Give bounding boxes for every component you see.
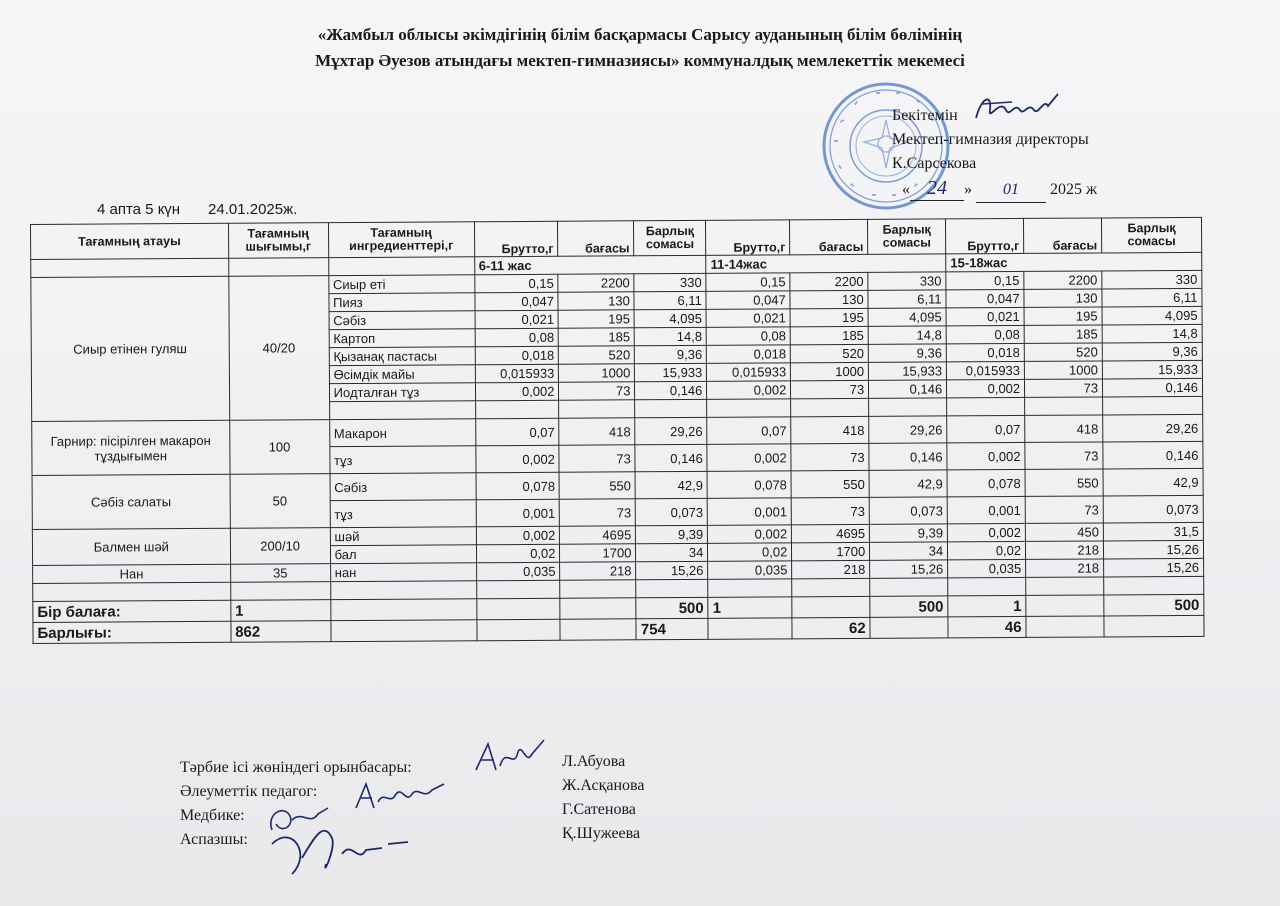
approval-date — [902, 176, 1097, 203]
ingredient-value — [1103, 396, 1203, 415]
ingredient-value: 0,078 — [707, 471, 791, 499]
ingredient-value: 15,933 — [869, 362, 947, 380]
ingredient-name: Макарон — [329, 419, 475, 447]
ingredient-value: 9,39 — [870, 524, 948, 542]
ingredient-name: Иодталған тұз — [329, 383, 475, 402]
col-gross-2: Брутто,г — [706, 220, 790, 256]
role-nurse: Медбике: — [180, 807, 245, 824]
ingredient-value: 73 — [559, 382, 635, 400]
col-sum-2: Барлық сомасы — [868, 219, 946, 254]
col-price-3: бағасы — [1024, 218, 1102, 253]
ingredient-value: 73 — [1025, 496, 1103, 523]
ingredient-value: 9,36 — [635, 345, 707, 363]
ingredient-value: 0,001 — [476, 499, 560, 527]
ingredient-value: 4695 — [560, 526, 636, 544]
ingredient-value: 218 — [792, 560, 870, 578]
header-line-2: Мұхтар Әуезов атындағы мектеп-гимназиясы» коммуналдық мемлекеттік мекемесі — [315, 51, 965, 70]
ingredient-value: 14,8 — [635, 327, 707, 345]
approval-label: Бекітемін — [892, 107, 958, 124]
ingredient-value: 4,095 — [1102, 306, 1202, 325]
name-social-pedagogue: Ж.Асқанова — [562, 777, 645, 794]
dish-yield: 50 — [230, 474, 330, 529]
dish-yield: 200/10 — [230, 528, 330, 565]
ingredient-value — [869, 398, 947, 416]
role-cook: Аспазшы: — [180, 831, 248, 848]
dish-name: Балмен шәй — [32, 528, 230, 565]
ingredient-value: 195 — [558, 310, 634, 328]
ingredient-value: 0,047 — [474, 292, 558, 311]
per-child-count-1: 1 — [230, 600, 330, 622]
ingredient-value: 418 — [1025, 415, 1103, 442]
dish-name: Сәбіз салаты — [32, 474, 230, 529]
dish-yield: 35 — [230, 564, 330, 583]
menu-date: 24.01.2025ж. — [208, 201, 298, 218]
ingredient-value: 73 — [791, 443, 869, 470]
ingredient-value: 0,015933 — [947, 361, 1025, 379]
ingredient-value: 29,26 — [1103, 414, 1203, 442]
col-sum-1: Барлық сомасы — [634, 220, 706, 255]
ingredient-value: 15,26 — [1104, 558, 1204, 577]
ingredient-name: Сәбіз — [329, 311, 475, 330]
ingredient-value: 2200 — [1024, 271, 1102, 289]
total-count-3: 46 — [948, 616, 1026, 637]
ingredient-value — [947, 397, 1025, 415]
name-nurse: Г.Сатенова — [562, 801, 636, 818]
approval-block — [892, 104, 1097, 203]
ingredient-value: 0,021 — [475, 310, 559, 329]
ingredient-value: 0,047 — [706, 291, 790, 310]
cook-signature-icon — [262, 814, 412, 884]
age-group-3: 15-18жас — [946, 252, 1202, 272]
ingredient-value: 0,07 — [947, 415, 1025, 442]
ingredient-value: 73 — [559, 445, 635, 472]
ingredient-value: 130 — [1024, 289, 1102, 307]
date-close-quote: » — [964, 181, 972, 198]
col-dish: Тағамның атауы — [31, 223, 229, 259]
date-year: 2025 ж — [1050, 181, 1098, 198]
ingredient-name: Қызанақ пастасы — [329, 347, 475, 366]
ingredient-value: 0,021 — [946, 307, 1024, 325]
ingredient-value: 330 — [868, 272, 946, 290]
date-open-quote: « — [902, 181, 910, 198]
ingredient-value: 9,39 — [636, 525, 708, 543]
ingredient-value: 185 — [790, 326, 868, 344]
document-header — [240, 22, 1040, 74]
ingredient-value: 0,001 — [947, 496, 1025, 523]
deputy-signature-icon — [470, 736, 550, 778]
per-child-label: Бір балаға: — [33, 600, 231, 622]
ingredient-value: 520 — [791, 344, 869, 362]
ingredient-value: 0,018 — [707, 345, 791, 364]
ingredient-value: 0,15 — [946, 271, 1024, 289]
ingredient-name: Өсімдік майы — [329, 365, 475, 384]
ingredient-value: 1700 — [792, 542, 870, 560]
ingredient-value: 0,047 — [946, 289, 1024, 307]
col-gross-3: Брутто,г — [946, 218, 1024, 253]
ingredient-value: 418 — [559, 418, 635, 445]
role-deputy: Тәрбие ісі жөніндегі орынбасары: — [180, 759, 412, 776]
menu-table — [30, 217, 1205, 644]
ingredient-name: бал — [330, 545, 476, 564]
ingredient-value: 15,26 — [870, 560, 948, 578]
ingredient-value: 0,073 — [869, 497, 947, 524]
total-label: Барлығы: — [33, 621, 231, 643]
approval-name: К.Сарсекова — [892, 155, 977, 172]
ingredient-name — [329, 401, 475, 420]
ingredient-value: 0,002 — [707, 444, 791, 472]
ingredient-value: 42,9 — [1103, 468, 1203, 496]
ingredient-value: 0,07 — [707, 417, 791, 445]
ingredient-value: 195 — [1024, 307, 1102, 325]
ingredient-value: 0,02 — [948, 541, 1026, 559]
ingredient-value: 1700 — [560, 544, 636, 562]
dish-name: Гарнир: пісірілген макарон тұздығымен — [32, 420, 230, 475]
ingredient-value: 0,035 — [708, 561, 792, 580]
age-group-2: 11-14жас — [706, 254, 946, 273]
per-child-sum-2: 500 — [870, 596, 948, 617]
ingredient-value: 0,015933 — [475, 364, 559, 383]
per-child-count-2: 1 — [708, 597, 792, 619]
ingredient-value: 0,146 — [1102, 378, 1202, 397]
header-line-1: «Жамбыл облысы әкімдігінің білім басқармасы Сарысу ауданының білім бөлімінің — [317, 25, 963, 44]
ingredient-value: 218 — [1026, 559, 1104, 577]
ingredient-value — [475, 400, 559, 419]
ingredient-value: 0,146 — [635, 444, 707, 471]
ingredient-value — [707, 399, 791, 418]
ingredient-value: 0,018 — [946, 343, 1024, 361]
ingredient-value: 42,9 — [635, 471, 707, 498]
pedagogue-signature-icon — [352, 778, 448, 814]
ingredient-value: 0,035 — [948, 559, 1026, 577]
per-child-sum-1: 500 — [636, 597, 708, 618]
ingredient-value: 330 — [634, 273, 706, 291]
ingredient-value: 73 — [1025, 379, 1103, 397]
ingredient-value: 73 — [791, 380, 869, 398]
ingredient-value: 450 — [1025, 523, 1103, 541]
total-count-1: 862 — [231, 621, 331, 643]
ingredient-value: 0,146 — [635, 381, 707, 399]
approval-position: Мектеп-гимназия директоры — [892, 131, 1089, 148]
dish-name: Нан — [33, 564, 231, 583]
week-day: 4 апта 5 күн — [97, 201, 181, 218]
ingredient-value: 4,095 — [634, 309, 706, 327]
ingredient-value — [559, 400, 635, 418]
name-deputy: Л.Абуова — [562, 753, 626, 770]
col-gross-1: Брутто,г — [474, 221, 558, 257]
ingredient-value: 0,08 — [946, 325, 1024, 343]
ingredient-value: 29,26 — [635, 417, 707, 444]
ingredient-value: 0,073 — [1103, 495, 1203, 523]
ingredient-value: 34 — [636, 543, 708, 561]
menu-body — [31, 270, 1204, 583]
ingredient-value: 0,002 — [707, 381, 791, 400]
ingredient-value: 0,018 — [475, 346, 559, 365]
ingredient-value: 0,15 — [706, 273, 790, 292]
ingredient-value: 0,002 — [947, 442, 1025, 469]
ingredient-value: 29,26 — [869, 416, 947, 443]
ingredient-value — [1025, 397, 1103, 415]
col-price-2: бағасы — [790, 219, 868, 254]
ingredient-value: 34 — [870, 542, 948, 560]
ingredient-value — [635, 399, 707, 417]
ingredient-value: 550 — [791, 470, 869, 497]
ingredient-value: 1000 — [1024, 361, 1102, 379]
ingredient-value: 0,002 — [476, 526, 560, 545]
ingredient-value: 0,021 — [706, 309, 790, 328]
role-social-pedagogue: Әлеуметтік педагог: — [180, 783, 318, 800]
ingredient-name: Сәбіз — [330, 473, 476, 501]
ingredient-value: 6,11 — [1102, 288, 1202, 307]
ingredient-value: 14,8 — [868, 326, 946, 344]
dateline — [97, 201, 297, 218]
ingredient-value: 15,26 — [636, 561, 708, 579]
ingredient-name: тұз — [329, 446, 475, 474]
ingredient-value: 73 — [791, 497, 869, 524]
signature-names — [562, 750, 644, 846]
ingredient-value: 0,073 — [636, 498, 708, 525]
ingredient-value: 9,36 — [868, 344, 946, 362]
date-month: 01 — [976, 178, 1046, 203]
ingredient-value: 31,5 — [1103, 522, 1203, 541]
ingredient-value: 130 — [558, 292, 634, 310]
ingredient-name: нан — [330, 563, 476, 582]
ingredient-name: тұз — [330, 500, 476, 528]
ingredient-value: 0,02 — [476, 544, 560, 563]
ingredient-value: 0,146 — [869, 380, 947, 398]
ingredient-value: 0,146 — [869, 443, 947, 470]
ingredient-value: 130 — [790, 290, 868, 308]
ingredient-value: 0,08 — [475, 328, 559, 347]
ingredient-value: 0,002 — [947, 523, 1025, 541]
total-count-2: 62 — [792, 617, 870, 638]
ingredient-value: 0,078 — [476, 472, 560, 500]
ingredient-value: 185 — [559, 328, 635, 346]
ingredient-value: 6,11 — [868, 290, 946, 308]
ingredient-value: 73 — [1025, 442, 1103, 469]
age-group-1: 6-11 жас — [474, 255, 706, 274]
ingredient-value: 0,002 — [947, 379, 1025, 397]
date-day: 24 — [910, 176, 964, 201]
ingredient-value: 15,26 — [1103, 540, 1203, 559]
total-sum-1: 754 — [636, 618, 708, 639]
ingredient-value: 42,9 — [869, 470, 947, 497]
ingredient-value: 6,11 — [634, 291, 706, 309]
ingredient-value: 0,15 — [474, 274, 558, 293]
ingredient-value: 0,02 — [708, 543, 792, 562]
ingredient-value: 9,36 — [1102, 342, 1202, 361]
ingredient-name: Картоп — [329, 329, 475, 348]
ingredient-value: 0,015933 — [707, 363, 791, 382]
ingredient-value: 2200 — [558, 274, 634, 292]
ingredient-value: 0,002 — [708, 525, 792, 544]
ingredient-value: 15,933 — [635, 363, 707, 381]
dish-yield: 100 — [229, 420, 329, 475]
ingredient-name: Пияз — [329, 293, 475, 312]
col-sum-3: Барлық сомасы — [1101, 217, 1201, 253]
name-cook: Қ.Шужеева — [562, 825, 641, 842]
ingredient-value: 4695 — [792, 524, 870, 542]
ingredient-value: 0,001 — [708, 498, 792, 526]
ingredient-value: 0,07 — [475, 418, 559, 446]
ingredient-value: 14,8 — [1102, 324, 1202, 343]
ingredient-name: шәй — [330, 527, 476, 546]
ingredient-value: 520 — [559, 346, 635, 364]
ingredient-value: 0,002 — [475, 445, 559, 473]
ingredient-value: 0,035 — [476, 562, 560, 581]
ingredient-value: 218 — [560, 562, 636, 580]
ingredient-value: 15,933 — [1102, 360, 1202, 379]
ingredient-value: 418 — [791, 416, 869, 443]
ingredient-value: 330 — [1102, 270, 1202, 289]
ingredient-value: 0,146 — [1103, 441, 1203, 469]
ingredient-value: 550 — [1025, 469, 1103, 496]
ingredient-value: 2200 — [790, 272, 868, 290]
ingredient-value: 195 — [790, 308, 868, 326]
ingredient-value: 0,078 — [947, 469, 1025, 496]
ingredient-value — [791, 398, 869, 416]
ingredient-value: 218 — [1026, 541, 1104, 559]
ingredient-value: 1000 — [559, 364, 635, 382]
ingredient-value: 4,095 — [868, 308, 946, 326]
ingredient-value: 550 — [559, 472, 635, 499]
dish-yield: 40/20 — [229, 276, 330, 421]
ingredient-value: 73 — [560, 499, 636, 526]
col-yield: Тағамның шығымы,г — [228, 223, 328, 259]
ingredient-name: Сиыр еті — [328, 275, 474, 294]
ingredient-value: 0,002 — [475, 382, 559, 401]
dish-name: Сиыр етінен гуляш — [31, 276, 230, 421]
col-ingredients: Тағамның ингредиенттері,г — [328, 222, 474, 258]
per-child-sum-3: 500 — [1104, 594, 1204, 616]
ingredient-value: 185 — [1024, 325, 1102, 343]
col-price-1: бағасы — [558, 221, 634, 256]
ingredient-value: 520 — [1024, 343, 1102, 361]
per-child-count-3: 1 — [948, 595, 1026, 616]
ingredient-value: 0,08 — [706, 327, 790, 346]
ingredient-value: 1000 — [791, 362, 869, 380]
